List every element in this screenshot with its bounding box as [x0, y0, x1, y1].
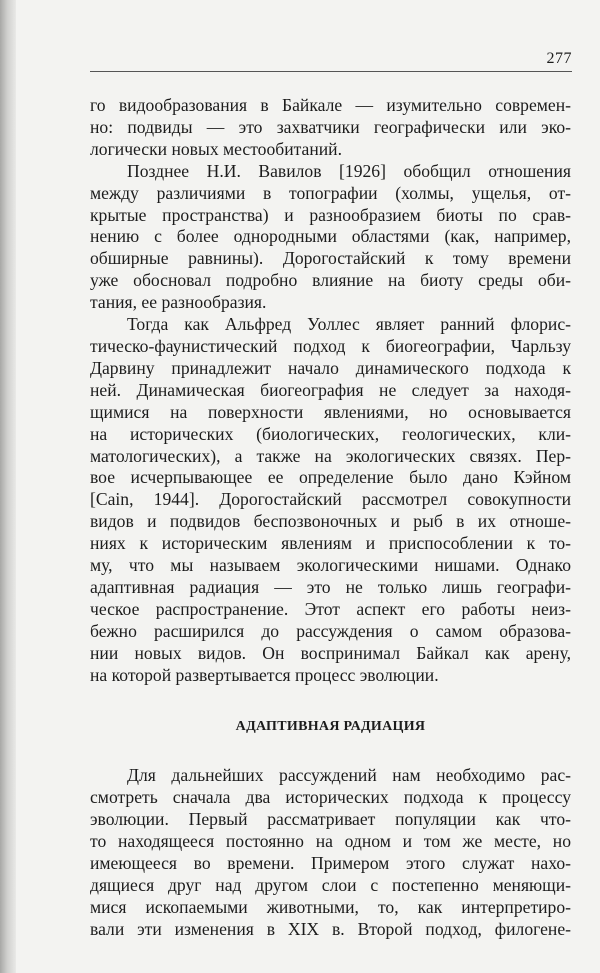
text-line: крытые пространства) и разнообразием биоты по срав- — [90, 204, 571, 225]
page-number: 277 — [546, 50, 572, 67]
text-line: ниях к историческим явлениям и приспособлении к то- — [90, 533, 571, 554]
body-text — [90, 95, 571, 941]
text-line: между различиями в топографии (холмы, ущелья, от- — [90, 182, 571, 203]
text-line: смотреть сначала два исторических подхода к процессу — [90, 787, 571, 808]
text-line: на которой развертывается процесс эволюции. — [90, 664, 439, 685]
text-line: на исторических (биологических, геологических, кли- — [90, 423, 571, 444]
text-line: вали эти изменения в XIX в. Второй подход, филогене- — [90, 918, 571, 939]
text-line: мися ископаемыми животными, то, как интерпретиро- — [90, 896, 571, 917]
text-line: матологических), а также на экологических связях. Пер- — [90, 445, 571, 466]
text-line: дящиеся друг над другом слои с постепенно меняющи- — [90, 874, 571, 895]
text-line: Для дальнейших рассуждений нам необходимо рас- — [127, 765, 571, 786]
text-line: то находящееся постоянно на одном и том же месте, но — [90, 831, 571, 852]
text-line: эволюции. Первый рассматривает популяции как что- — [90, 809, 571, 830]
text-line: му, что мы называем экологическими нишами. Однако — [90, 555, 571, 576]
text-line: тания, ее разнообразия. — [90, 292, 267, 313]
text-line: Позднее Н.И. Вавилов [1926] обобщил отношения — [127, 160, 571, 181]
text-line: Тогда как Альфред Уоллес являет ранний флорис- — [127, 314, 571, 335]
text-line: тическо-фаунистический подход к биогеографии, Чарльзу — [90, 335, 571, 356]
text-line: щимися на поверхности явлениями, но основывается — [90, 401, 571, 422]
book-spine-shadow — [0, 0, 16, 973]
text-line: но: подвиды — это захватчики географически или эко- — [90, 116, 571, 137]
text-line: имеющееся во времени. Примером этого служат нахо- — [90, 853, 571, 873]
section-heading: АДАПТИВНАЯ РАДИАЦИЯ — [235, 719, 426, 735]
paragraph — [90, 765, 571, 940]
paragraph — [90, 95, 571, 161]
paragraph — [90, 161, 571, 314]
text-line: нии новых видов. Он воспринимал Байкал как арену, — [90, 642, 571, 663]
text-line: адаптивная радиация — это не только лишь географи- — [90, 576, 571, 597]
text-line: уже обосновал подробно влияние на биоту среды оби- — [90, 270, 571, 291]
text-line: ческое распространение. Этот аспект его работы неиз- — [90, 598, 571, 619]
text-line: ней. Динамическая биогеография не следует за находя- — [90, 379, 571, 400]
text-line: бежно расширился до рассуждения о самом образова- — [90, 620, 571, 641]
text-line: видов и подвидов беспозвоночных и рыб в их отноше- — [90, 511, 571, 532]
header-rule — [90, 71, 572, 72]
text-line: Дарвину принадлежит начало динамического подхода к — [90, 357, 571, 378]
text-line: вое исчерпывающее ее определение было дано Кэйном — [90, 467, 571, 488]
text-line: логически новых местообитаний. — [90, 138, 342, 159]
text-line: нению с более однородными областями (как, например, — [90, 226, 571, 247]
paragraph — [90, 314, 571, 686]
text-line: [Cain, 1944]. Дорогостайский рассмотрел совокупности — [90, 489, 571, 510]
text-line: го видообразования в Байкале — изумительно современ- — [90, 95, 571, 115]
text-line: обширные равнины). Дорогостайский к тому времени — [90, 248, 571, 269]
